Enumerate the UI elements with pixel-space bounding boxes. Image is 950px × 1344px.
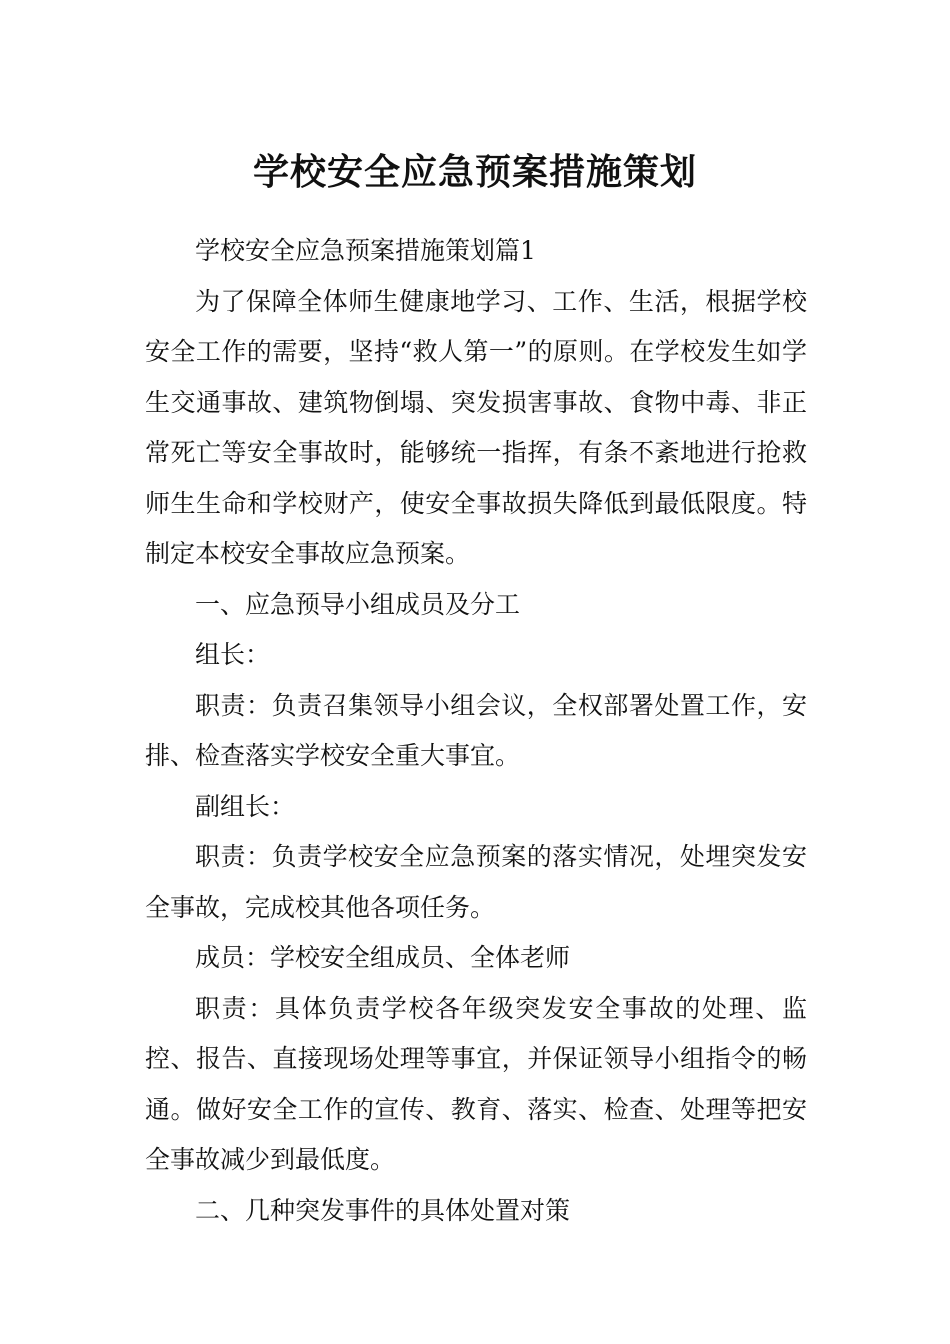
deputy-duty-paragraph: 职责：负责学校安全应急预案的落实情况，处埋突发安全事故，完成校其他各项任务。 (145, 842, 807, 922)
document-title: 学校安全应急预案措施策划 (252, 152, 697, 194)
members-paragraph: 成员：学校安全组成员、全体老师 (195, 943, 571, 972)
intro-paragraph: 为了保障全体师生健康地学习、工作、生活，根据学校安全工作的需要，坚持“救人第一”的原则。在学校发生如学生交通事故、建筑物倒塌、突发损害事故、食物中毒、非正常死亡等安全事故时，能够统一指挥，有条不紊地进行抢救师生生命和学校财产，使安全事故损失降低到最低限度。特制定本校安全事故应急预案。 (145, 286, 807, 568)
subtitle-paragraph: 学校安全应急预案措施策划篇1 (195, 236, 536, 265)
leader-label: 组长： (195, 640, 271, 669)
section-heading-1: 一、应急预导小组成员及分工 (195, 589, 521, 619)
members-duty-paragraph: 职责：具体负责学校各年级突发安全事故的处理、监控、报告、直接现场处理等事宜，并保证领导小组指令的畅通。做好安全工作的宣传、教育、落实、检查、处理等把安全事故减少到最低度。 (145, 993, 807, 1174)
document-body (145, 226, 807, 1236)
section-heading-2: 二、几种突发事件的具体处置对策 (195, 1195, 571, 1225)
leader-duty-paragraph: 职责：负责召集领导小组会议，全权部署处置工作，安排、检查落实学校安全重大事宜。 (145, 690, 807, 770)
deputy-leader-label: 副组长： (195, 791, 296, 821)
